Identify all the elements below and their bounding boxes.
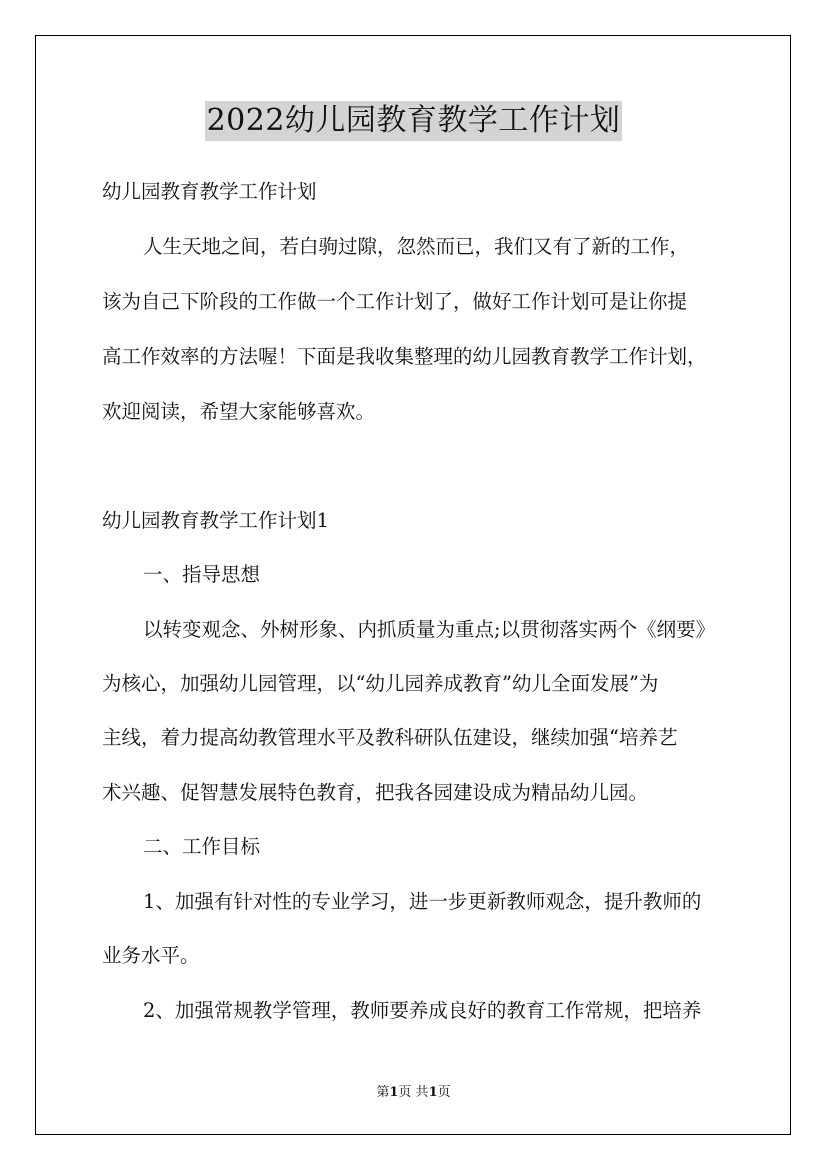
document-title: 2022幼儿园教育教学工作计划: [205, 101, 623, 141]
paragraph-line: 术兴趣、促智慧发展特色教育，把我各园建设成为精品幼儿园。: [102, 781, 649, 804]
paragraph-line: 业务水平。: [102, 944, 200, 967]
section-heading: 幼儿园教育教学工作计划: [102, 180, 317, 203]
paragraph-line: 以转变观念、外树形象、内抓质量为重点;以贯彻落实两个《纲要》: [143, 618, 716, 641]
page-footer: [0, 1084, 827, 1102]
paragraph-line: 该为自己下阶段的工作做一个工作计划了，做好工作计划可是让你提: [102, 290, 688, 313]
subsection-heading: 二、工作目标: [143, 835, 261, 858]
page-current: 1: [389, 1085, 399, 1100]
paragraph-line: 1、加强有针对性的专业学习，进一步更新教师观念，提升教师的: [143, 890, 702, 913]
paragraph-line: 主线，着力提高幼教管理水平及教科研队伍建设，继续加强“培养艺: [102, 726, 678, 749]
page-total: 1: [428, 1085, 438, 1100]
page-prefix: 第: [376, 1085, 390, 1100]
paragraph-line: 人生天地之间，若白驹过隙，忽然而已，我们又有了新的工作，: [143, 235, 690, 258]
page-mid: 页 共: [398, 1085, 429, 1100]
paragraph-line: 欢迎阅读，希望大家能够喜欢。: [102, 400, 376, 423]
paragraph-line: 2、加强常规教学管理，教师要养成良好的教育工作常规，把培养: [143, 999, 702, 1022]
subsection-heading: 一、指导思想: [143, 563, 261, 586]
title-container: [0, 101, 827, 141]
paragraph-line: 为核心，加强幼儿园管理，以“幼儿园养成教育”幼儿全面发展”为: [102, 672, 659, 695]
section-heading: 幼儿园教育教学工作计划1: [102, 509, 329, 532]
paragraph-line: 高工作效率的方法喔！下面是我收集整理的幼儿园教育教学工作计划，: [102, 345, 707, 368]
page-suffix: 页: [437, 1085, 451, 1100]
